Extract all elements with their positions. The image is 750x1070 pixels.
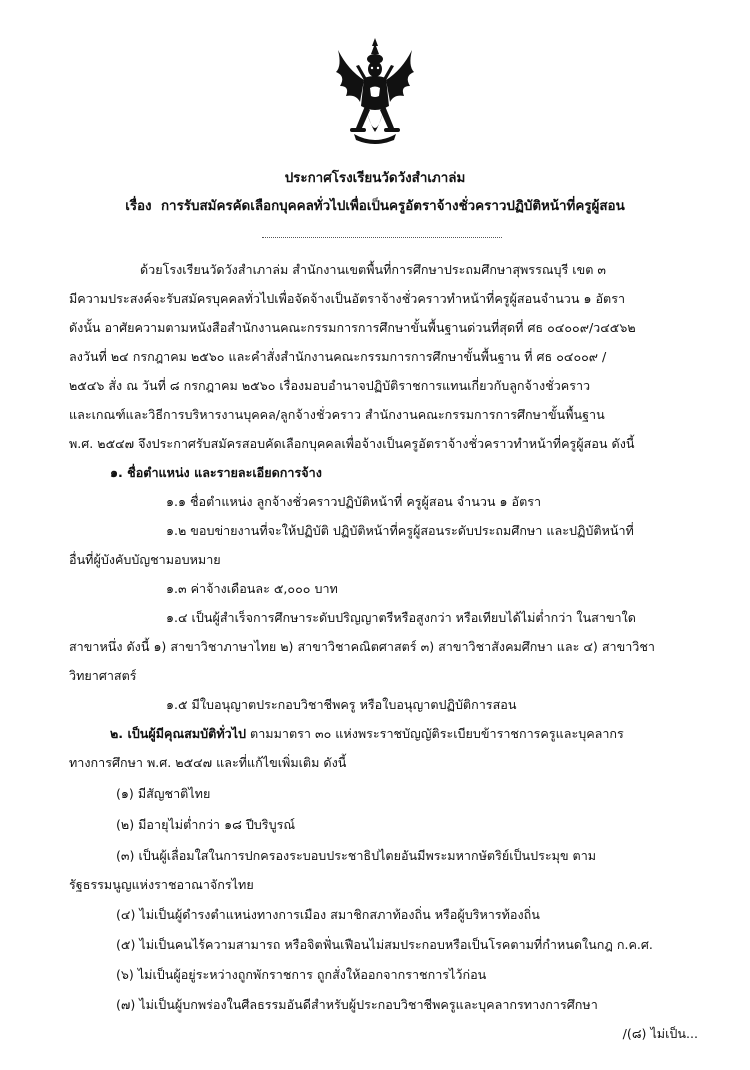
continuation-note: /(๘) ไม่เป็น... bbox=[622, 1026, 698, 1041]
intro-line: พ.ศ. ๒๕๔๗ จึงประกาศรับสมัครสอบคัดเลือกบุคคลเพื่อจ้างเป็นครูอัตราจ้างชั่วคราวทำหน้าที่ครูผู้สอน ดังนี้ bbox=[69, 436, 635, 451]
section1-item-cont: สาขาหนึ่ง ดังนี้ ๑) สาขาวิชาภาษาไทย ๒) สาขาวิชาคณิตศาสตร์ ๓) สาขาวิชาสังคมศึกษา และ ๔) สาขาวิชา bbox=[69, 639, 655, 654]
section1-item: ๑.๔ เป็นผู้สำเร็จการศึกษาระดับปริญญาตรีหรือสูงกว่า หรือเทียบได้ไม่ต่ำกว่า ในสาขาใด bbox=[166, 610, 636, 625]
subject-prefix: เรื่อง bbox=[125, 199, 152, 214]
section1-item: ๑.๑ ชื่อตำแหน่ง ลูกจ้างชั่วคราวปฏิบัติหน้าที่ ครูผู้สอน จำนวน ๑ อัตรา bbox=[166, 494, 542, 509]
section2-item-cont: รัฐธรรมนูญแห่งราชอาณาจักรไทย bbox=[69, 877, 254, 892]
section2-title-rest: ตามมาตรา ๓๐ แห่งพระราชบัญญัติระเบียบข้าราชการครูและบุคลากร bbox=[246, 726, 624, 741]
garuda-emblem-icon bbox=[334, 36, 416, 148]
section1-item: ๑.๓ ค่าจ้างเดือนละ ๕,๐๐๐ บาท bbox=[166, 581, 338, 596]
section2-item: (๑) มีสัญชาติไทย bbox=[116, 786, 211, 801]
intro-line: และเกณฑ์และวิธีการบริหารงานบุคคล/ลูกจ้างชั่วคราว สำนักงานคณะกรรมการการศึกษาขั้นพื้นฐาน bbox=[69, 407, 605, 422]
intro-line: ลงวันที่ ๒๔ กรกฎาคม ๒๕๖๐ และคำสั่งสำนักงานคณะกรรมการการศึกษาขั้นพื้นฐาน ที่ ศธ ๐๔๐๐๙ / bbox=[69, 349, 607, 364]
section1-item: ๑.๒ ขอบข่ายงานที่จะให้ปฏิบัติ ปฏิบัติหน้าที่ครูผู้สอนระดับประถมศึกษา และปฏิบัติหน้าที่ bbox=[166, 523, 634, 538]
section2-title: ๒. เป็นผู้มีคุณสมบัติทั่วไป bbox=[110, 726, 247, 741]
section2-heading bbox=[110, 726, 624, 742]
intro-line: ด้วยโรงเรียนวัดวังสำเภาล่ม สำนักงานเขตพื้นที่การศึกษาประถมศึกษาสุพรรณบุรี เขต ๓ bbox=[140, 262, 606, 277]
title-divider bbox=[262, 237, 502, 238]
section2-line: ทางการศึกษา พ.ศ. ๒๕๔๗ และที่แก้ไขเพิ่มเติม ดังนี้ bbox=[69, 755, 347, 770]
section2-item: (๔) ไม่เป็นผู้ดำรงตำแหน่งทางการเมือง สมาชิกสภาท้องถิ่น หรือผู้บริหารท้องถิ่น bbox=[116, 907, 540, 922]
section2-item: (๗) ไม่เป็นผู้บกพร่องในศีลธรรมอันดีสำหรับผู้ประกอบวิชาชีพครูและบุคลากรทางการศึกษา bbox=[116, 997, 598, 1012]
intro-line: ๒๕๔๖ สั่ง ณ วันที่ ๘ กรกฎาคม ๒๕๖๐ เรื่องมอบอำนาจปฏิบัติราชการแทนเกี่ยวกับลูกจ้างชั่วคราว bbox=[69, 378, 591, 393]
section2-item: (๓) เป็นผู้เลื่อมใสในการปกครองระบอบประชาธิปไตยอันมีพระมหากษัตริย์เป็นประมุข ตาม bbox=[116, 848, 597, 863]
section1-item-cont: อื่นที่ผู้บังคับบัญชามอบหมาย bbox=[69, 552, 221, 567]
intro-line: มีความประสงค์จะรับสมัครบุคคลทั่วไปเพื่อจัดจ้างเป็นอัตราจ้างชั่วคราวทำหน้าที่ครูผู้สอนจำนวน ๑ อัตรา bbox=[69, 291, 626, 306]
intro-line: ดังนั้น อาศัยความตามหนังสือสำนักงานคณะกรรมการการศึกษาขั้นพื้นฐานด่วนที่สุดที่ ศธ ๐๔๐๐๙/ว๔๕๖๒ bbox=[69, 320, 636, 335]
section2-item: (๕) ไม่เป็นคนไร้ความสามารถ หรือจิตฟั่นเฟือนไม่สมประกอบหรือเป็นโรคตามที่กำหนดในกฎ ก.ค.ศ. bbox=[116, 937, 653, 952]
section2-item: (๖) ไม่เป็นผู้อยู่ระหว่างถูกพักราชการ ถูกสั่งให้ออกจากราชการไว้ก่อน bbox=[116, 967, 487, 982]
announcement-subject bbox=[0, 199, 750, 215]
section1-heading: ๑. ชื่อตำแหน่ง และรายละเอียดการจ้าง bbox=[110, 465, 322, 480]
subject-text: การรับสมัครคัดเลือกบุคคลทั่วไปเพื่อเป็นครูอัตราจ้างชั่วคราวปฏิบัติหน้าที่ครูผู้สอน bbox=[160, 199, 625, 214]
section1-item-cont: วิทยาศาสตร์ bbox=[69, 668, 137, 683]
section1-item: ๑.๕ มีใบอนุญาตประกอบวิชาชีพครู หรือใบอนุญาตปฏิบัติการสอน bbox=[166, 697, 517, 712]
section2-item: (๒) มีอายุไม่ต่ำกว่า ๑๘ ปีบริบูรณ์ bbox=[116, 817, 296, 832]
announcement-title: ประกาศโรงเรียนวัดวังสำเภาล่ม bbox=[284, 171, 466, 186]
